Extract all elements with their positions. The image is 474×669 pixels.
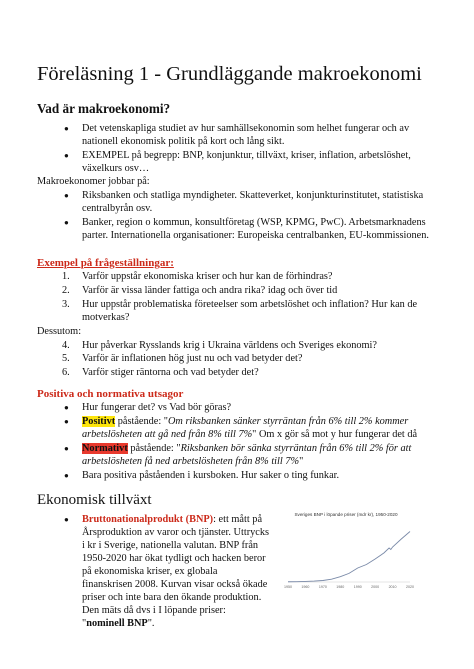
chart-title: Sveriges BNP i löpande priser (mdr kr), 1950-2020 xyxy=(294,512,398,517)
bnp-series-line xyxy=(288,532,410,582)
bullet-icon: ● xyxy=(64,124,69,133)
text-span: " xyxy=(82,618,87,629)
quote-span: Riksbanken bör sänka styrräntan från 6% till 2% för att xyxy=(180,443,412,454)
bnp-chart xyxy=(278,510,415,590)
list-number: 5. xyxy=(62,353,70,364)
paragraph-line xyxy=(82,617,155,630)
paragraph-line: Dessutom: xyxy=(37,326,82,337)
bullet-icon: ● xyxy=(64,515,69,524)
paragraph-line: Banker, region o kommun, konsultföretag (WSP, KPMG, PwC). Arbetsmarknadens xyxy=(82,217,426,228)
paragraph-line: Hur fungerar det? vs Vad bör göras? xyxy=(82,402,232,413)
list-item: Hur uppstår problematiska företeelser som arbetslöshet och inflation? Hur kan de xyxy=(82,299,418,310)
nominell-bnp-term: nominell BNP xyxy=(86,618,148,629)
paragraph-line: Bara positiva påståenden i kursboken. Hur saker o ting funkar. xyxy=(82,470,340,481)
paragraph-line: nationell ekonomisk politik på kort och lång sikt. xyxy=(82,136,285,147)
list-number: 3. xyxy=(62,299,70,310)
paragraph-line xyxy=(82,513,262,526)
list-item: Varför är vissa länder fattiga och andra rika? idag och över tid xyxy=(82,285,338,296)
quote-span: Om riksbanken sänker styrräntan från 6% till 2% kommer xyxy=(168,416,409,427)
text-span: " xyxy=(299,456,304,467)
bnp-term: Bruttonationalprodukt (BNP) xyxy=(82,514,214,525)
paragraph-line: Riksbanken och statliga myndigheter. Skatteverket, konjunkturinstitutet, statistiska xyxy=(82,190,424,201)
paragraph-line: Årsproduktion av varor och tjänster. Uttrycks xyxy=(82,527,270,538)
list-number: 1. xyxy=(62,271,70,282)
bnp-chart-svg xyxy=(278,510,415,590)
bullet-icon: ● xyxy=(64,191,69,200)
paragraph-line: centralbyrån osv. xyxy=(82,203,153,214)
list-number: 2. xyxy=(62,285,70,296)
list-item: Hur påverkar Rysslands krig i Ukraina världens och Sveriges ekonomi? xyxy=(82,340,377,351)
paragraph-line: parter. Internationella organisationer: Europeiska centralbanken, EU-kommissionen. xyxy=(82,230,429,241)
paragraph-line: Makroekonomer jobbar på: xyxy=(37,176,150,187)
x-tick-label: 1990 xyxy=(353,585,362,589)
quote-span: arbetslösheten att gå ned från 8% till 7% xyxy=(82,429,253,440)
paragraph-line xyxy=(82,415,408,428)
paragraph-line: 1950-2020 har ökat tydligt och hacken beror xyxy=(82,553,266,564)
list-item: motverkas? xyxy=(82,312,130,323)
bullet-icon: ● xyxy=(64,444,69,453)
text-span: påstående: " xyxy=(115,416,168,427)
x-tick-label: 2000 xyxy=(371,585,380,589)
paragraph-line: finanskrisen 2008. Kurvan visar också ökade xyxy=(82,579,268,590)
x-tick-label: 2010 xyxy=(388,585,397,589)
bullet-icon: ● xyxy=(64,218,69,227)
text-span: ". xyxy=(147,618,155,629)
paragraph-line: Det vetenskapliga studiet av hur samhällsekonomin som helhet fungerar och av xyxy=(82,123,410,134)
x-tick-label: 1950 xyxy=(284,585,292,589)
paragraph-line xyxy=(82,442,411,455)
list-number: 6. xyxy=(62,367,70,378)
list-item: Varför är inflationen hög just nu och vad betyder det? xyxy=(82,353,303,364)
list-item: Varför uppstår ekonomiska kriser och hur kan de förhindras? xyxy=(82,271,333,282)
paragraph-line: växelkurs osv… xyxy=(82,163,150,174)
normativt-highlight: Normativt xyxy=(82,443,128,454)
bullet-icon: ● xyxy=(64,403,69,412)
text-span: : ett mått på xyxy=(213,514,263,525)
quote-span: arbetslösheten få ned arbetslösheten från 8% till 7% xyxy=(82,456,300,467)
list-item: Varför stiger räntorna och vad betyder det? xyxy=(82,367,259,378)
paragraph-line: Den mäts då dvs i I löpande priser: xyxy=(82,605,226,616)
x-tick-label: 2020 xyxy=(406,585,414,589)
section-heading-fragestallningar: Exempel på frågeställningar: xyxy=(37,257,174,269)
bullet-icon: ● xyxy=(64,417,69,426)
x-tick-label: 1960 xyxy=(301,585,310,589)
bullet-icon: ● xyxy=(64,151,69,160)
paragraph-line: priser och inte bara den ökande produktion. xyxy=(82,592,262,603)
section-heading-tillvaxt: Ekonomisk tillväxt xyxy=(37,492,152,508)
paragraph-line xyxy=(82,455,303,468)
paragraph-line: EXEMPEL på begrepp: BNP, konjunktur, tillväxt, kriser, inflation, arbetslöshet, xyxy=(82,150,411,161)
text-span: " Om x gör så mot y hur fungerar det då xyxy=(252,429,418,440)
section-heading-utsagor: Positiva och normativa utsagor xyxy=(37,388,184,400)
paragraph-line xyxy=(82,428,417,441)
x-tick-label: 1970 xyxy=(318,585,327,589)
positivt-highlight: Positivt xyxy=(82,416,116,427)
paragraph-line: på ekonomiska kriser, ex globala xyxy=(82,566,218,577)
section-heading-makroekonomi: Vad är makroekonomi? xyxy=(37,101,171,116)
paragraph-line: i kr i Sverige, nationella valutan. BNP från xyxy=(82,540,259,551)
bullet-icon: ● xyxy=(64,471,69,480)
list-number: 4. xyxy=(62,340,70,351)
text-span: påstående: " xyxy=(127,443,181,454)
page-title: Föreläsning 1 - Grundläggande makroekonomi xyxy=(37,63,422,85)
x-tick-label: 1980 xyxy=(336,585,345,589)
